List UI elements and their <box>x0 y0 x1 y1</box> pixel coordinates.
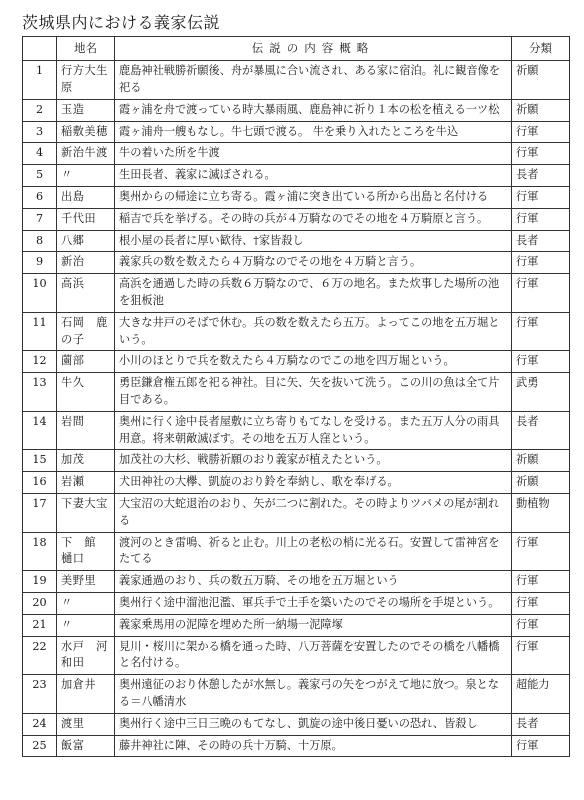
row-content: 大宝沼の大蛇退治のおり、矢が二つに割れた。その時よりツバメの尾が割れる <box>115 493 512 532</box>
row-place: 下妻大宝 <box>57 493 115 532</box>
header-num <box>23 37 57 61</box>
page-title: 茨城県内における義家伝説 <box>22 13 221 32</box>
row-category: 動植物 <box>512 493 570 532</box>
header-content: 伝説の内容概略 <box>115 37 512 61</box>
row-number: 20 <box>23 592 57 614</box>
table-header-row <box>23 37 570 61</box>
row-content: 大きな井戸のそばで休む。兵の数を数えたら五万。よってこの地を五万堀という。 <box>115 312 512 351</box>
row-number: 15 <box>23 450 57 472</box>
row-category: 行軍 <box>512 614 570 636</box>
row-category: 行軍 <box>512 208 570 230</box>
row-category: 行軍 <box>512 312 570 351</box>
row-place: 牛久 <box>57 373 115 412</box>
row-content: 奥州行く途中三日三晩のもてなし、凱旋の途中後日憂いの恐れ、皆殺し <box>115 713 512 735</box>
row-number: 6 <box>23 187 57 209</box>
row-place: 出島 <box>57 187 115 209</box>
table-row <box>23 532 570 571</box>
row-number: 3 <box>23 121 57 143</box>
row-place: 千代田 <box>57 208 115 230</box>
table-row <box>23 675 570 714</box>
row-place: 渡里 <box>57 713 115 735</box>
row-place: 岩瀬 <box>57 472 115 494</box>
row-content: 渡河のとき雷鳴、祈ると止む。川上の老松の梢に光る石。安置して雷神宮をたてる <box>115 532 512 571</box>
row-content: 奥州に行く途中長者屋敷に立ち寄りもてなしを受ける。また五万人分の雨具用意。将来朝敵滅ぼす。その地を五万人窪という。 <box>115 411 512 450</box>
table-row <box>23 636 570 675</box>
row-number: 1 <box>23 61 57 100</box>
row-place: 美野里 <box>57 571 115 593</box>
row-number: 2 <box>23 99 57 121</box>
table-row <box>23 493 570 532</box>
row-place: 加茂 <box>57 450 115 472</box>
row-content: 義家兵の数を数えたら４万騎なのでその地を４万騎と言う。 <box>115 252 512 274</box>
row-place: 石岡 鹿の子 <box>57 312 115 351</box>
table-row <box>23 252 570 274</box>
row-category: 行軍 <box>512 592 570 614</box>
row-content: 霞ヶ浦舟一艘もなし。牛七頭で渡る。 牛を乗り入れたところを牛込 <box>115 121 512 143</box>
row-category: 長者 <box>512 411 570 450</box>
row-place: 新治牛渡 <box>57 143 115 165</box>
row-number: 16 <box>23 472 57 494</box>
table-row <box>23 165 570 187</box>
row-content: 根小屋の長者に厚い歓待、†家皆殺し <box>115 230 512 252</box>
row-content: 霞ヶ浦を舟で渡っている時大暴雨風、鹿島神に祈り１本の松を植える一ツ松 <box>115 99 512 121</box>
row-category: 行軍 <box>512 532 570 571</box>
row-category: 祈願 <box>512 61 570 100</box>
row-number: 13 <box>23 373 57 412</box>
row-content: 牛の着いた所を牛渡 <box>115 143 512 165</box>
table-row <box>23 121 570 143</box>
row-content: 義家乗馬用の泥障を埋めた所一納場一泥障塚 <box>115 614 512 636</box>
row-number: 24 <box>23 713 57 735</box>
row-place: 新治 <box>57 252 115 274</box>
row-content: 小川のほとりで兵を数えたら４万騎なのでこの地を四万堀という。 <box>115 351 512 373</box>
row-content: 見川・桜川に架かる橋を通った時、八万菩薩を安置したのでその橋を八幡橋と名付ける。 <box>115 636 512 675</box>
row-category: 行軍 <box>512 274 570 313</box>
row-category: 長者 <box>512 230 570 252</box>
row-content: 奥州からの帰途に立ち寄る。霞ヶ浦に突き出ている所から出島と名付ける <box>115 187 512 209</box>
row-place: 下 館 樋口 <box>57 532 115 571</box>
row-content: 藤井神社に陣、その時の兵十万騎、十万原。 <box>115 735 512 757</box>
row-category: 武勇 <box>512 373 570 412</box>
row-number: 12 <box>23 351 57 373</box>
row-number: 8 <box>23 230 57 252</box>
row-place: 薗部 <box>57 351 115 373</box>
table-row <box>23 99 570 121</box>
row-content: 奥州遠征のおり休憩したが水無し。義家弓の矢をつがえて地に放つ。泉となる＝八幡清水 <box>115 675 512 714</box>
table-row <box>23 230 570 252</box>
table-row <box>23 571 570 593</box>
row-number: 9 <box>23 252 57 274</box>
row-content: 犬田神社の大欅、凱旋のおり鈴を奉納し、歌を奉げる。 <box>115 472 512 494</box>
table-row <box>23 351 570 373</box>
row-place: 〃 <box>57 614 115 636</box>
table-row <box>23 592 570 614</box>
row-category: 行軍 <box>512 351 570 373</box>
row-category: 長者 <box>512 165 570 187</box>
table-row <box>23 61 570 100</box>
row-number: 23 <box>23 675 57 714</box>
row-number: 5 <box>23 165 57 187</box>
row-content: 勇臣鎌倉権五郎を祀る神社。目に矢、矢を抜いて洗う。この川の魚は全て片目である。 <box>115 373 512 412</box>
row-number: 22 <box>23 636 57 675</box>
table-row <box>23 411 570 450</box>
table-row <box>23 472 570 494</box>
table-row <box>23 373 570 412</box>
row-place: 〃 <box>57 592 115 614</box>
row-place: 八郷 <box>57 230 115 252</box>
row-content: 鹿島神社戦勝祈願後、舟が暴風に合い流され、ある家に宿泊。礼に観音像を祀る <box>115 61 512 100</box>
table-row <box>23 614 570 636</box>
row-number: 10 <box>23 274 57 313</box>
row-place: 行方大生原 <box>57 61 115 100</box>
row-place: 稲敷美穂 <box>57 121 115 143</box>
row-number: 11 <box>23 312 57 351</box>
row-number: 4 <box>23 143 57 165</box>
row-place: 岩間 <box>57 411 115 450</box>
row-content: 奥州行く途中溜池氾濫、軍兵手で土手を築いたのでその場所を手堤という。 <box>115 592 512 614</box>
row-category: 行軍 <box>512 636 570 675</box>
row-number: 17 <box>23 493 57 532</box>
row-number: 21 <box>23 614 57 636</box>
row-number: 14 <box>23 411 57 450</box>
row-place: 加倉井 <box>57 675 115 714</box>
row-content: 義家通過のおり、兵の数五万騎、その地を五万堀という <box>115 571 512 593</box>
row-content: 稲吉で兵を挙げる。その時の兵が４万騎なのでその地を４万騎原と言う。 <box>115 208 512 230</box>
table-row <box>23 713 570 735</box>
table-row <box>23 208 570 230</box>
header-place: 地名 <box>57 37 115 61</box>
row-category: 行軍 <box>512 571 570 593</box>
row-place: 〃 <box>57 165 115 187</box>
table-row <box>23 312 570 351</box>
row-category: 行軍 <box>512 187 570 209</box>
table-row <box>23 274 570 313</box>
row-content: 加茂社の大杉、戦勝祈願のおり義家が植えたという。 <box>115 450 512 472</box>
row-category: 行軍 <box>512 735 570 757</box>
row-category: 超能力 <box>512 675 570 714</box>
row-content: 高浜を通過した時の兵数６万騎なので、６万の地名。また炊事した場所の池を狙板池 <box>115 274 512 313</box>
row-category: 行軍 <box>512 143 570 165</box>
legend-table <box>22 36 570 757</box>
row-number: 7 <box>23 208 57 230</box>
table-row <box>23 143 570 165</box>
row-category: 祈願 <box>512 99 570 121</box>
row-category: 祈願 <box>512 472 570 494</box>
row-category: 行軍 <box>512 121 570 143</box>
row-place: 玉造 <box>57 99 115 121</box>
header-category: 分類 <box>512 37 570 61</box>
row-category: 長者 <box>512 713 570 735</box>
row-category: 行軍 <box>512 252 570 274</box>
table-row <box>23 735 570 757</box>
row-number: 18 <box>23 532 57 571</box>
row-place: 水戸 河和田 <box>57 636 115 675</box>
table-row <box>23 187 570 209</box>
row-content: 生田長者、義家に滅ぼされる。 <box>115 165 512 187</box>
row-number: 25 <box>23 735 57 757</box>
row-place: 飯富 <box>57 735 115 757</box>
row-number: 19 <box>23 571 57 593</box>
table-row <box>23 450 570 472</box>
row-place: 高浜 <box>57 274 115 313</box>
row-category: 祈願 <box>512 450 570 472</box>
